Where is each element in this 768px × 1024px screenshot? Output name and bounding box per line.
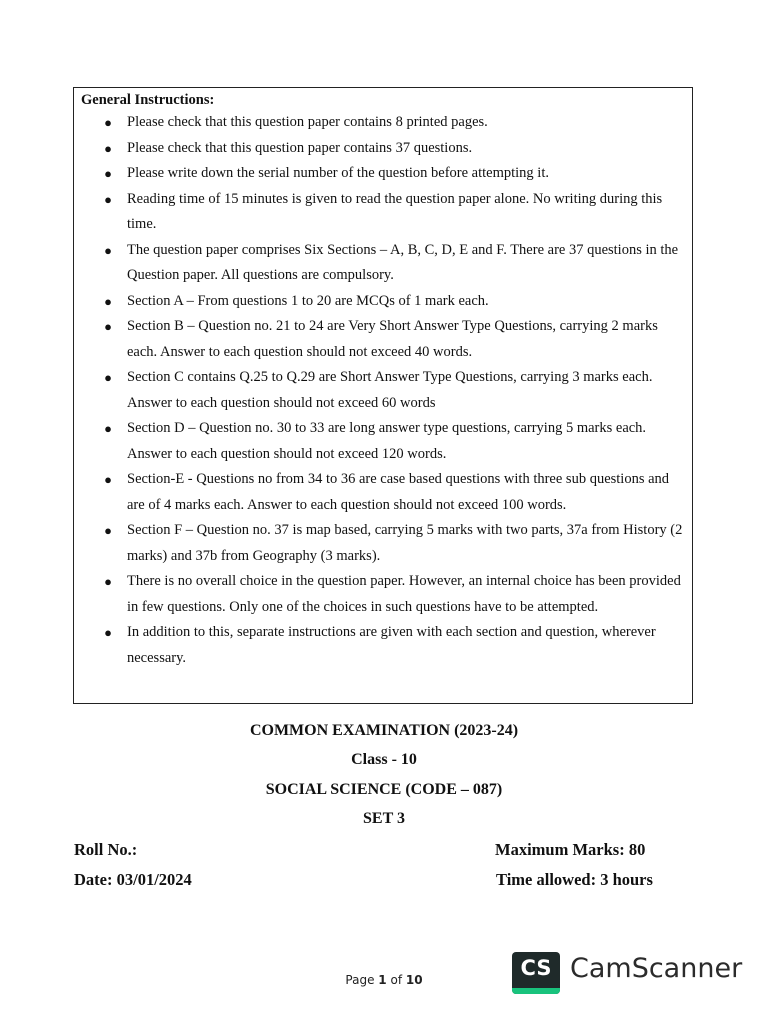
page-word: Page: [345, 973, 375, 987]
bullet-icon: ●: [104, 421, 112, 436]
bullet-icon: ●: [104, 140, 112, 156]
instruction-text: Please check that this question paper contains 37 questions.: [127, 139, 473, 156]
roll-no-label: Roll No.:: [74, 840, 138, 859]
instruction-item: [81, 238, 684, 289]
max-marks: Maximum Marks: 80: [495, 840, 646, 859]
instruction-item: [81, 187, 684, 238]
subject-title: SOCIAL SCIENCE (CODE – 087): [265, 781, 503, 798]
instruction-item: [81, 518, 684, 569]
instruction-text: Please check that this question paper contains 8 printed pages.: [127, 114, 488, 130]
instruction-item: [81, 620, 684, 671]
instruction-text: The question paper comprises Six Sections – A, B, C, D, E and F. There are 37 questions in the Question paper. All questions are compulsory.: [127, 241, 679, 283]
instruction-text: Section-E - Questions no from 34 to 36 are case based questions with three sub questions and are of 4 marks each. Answer to each question should not exceed 100 words.: [127, 471, 670, 513]
exam-title: COMMON EXAMINATION (2023-24): [249, 722, 519, 739]
time-allowed: Time allowed: 3 hours: [496, 870, 653, 889]
instruction-item: [81, 365, 684, 416]
instruction-text: Section D – Question no. 30 to 33 are long answer type questions, carrying 5 marks each. Answer to each question should not exceed 120 words.: [127, 420, 647, 462]
set-label: SET 3: [363, 810, 405, 827]
bullet-icon: ●: [104, 472, 112, 487]
of-word: of: [390, 973, 403, 987]
instruction-item: [81, 136, 684, 162]
camscanner-logo-bar: [512, 988, 560, 994]
instruction-text: Please write down the serial number of the question before attempting it.: [127, 165, 549, 181]
instruction-item: [81, 416, 684, 467]
bullet-icon: ●: [104, 191, 112, 207]
instruction-text: Reading time of 15 minutes is given to read the question paper alone. No writing during this time.: [127, 190, 663, 232]
bullet-icon: ●: [104, 523, 112, 538]
instruction-text: In addition to this, separate instructions are given with each section and question, wherever necessary.: [127, 624, 656, 666]
bullet-icon: ●: [104, 319, 112, 334]
instruction-item: [81, 289, 684, 315]
instruction-text: Section F – Question no. 37 is map based, carrying 5 marks with two parts, 37a from History (2 marks) and 37b from Geography (3 marks).: [127, 522, 683, 564]
camscanner-logo-icon: [512, 952, 560, 994]
camscanner-logo-text: CS: [520, 956, 552, 980]
general-instructions-box: [73, 87, 693, 704]
instruction-text: Section C contains Q.25 to Q.29 are Short Answer Type Questions, carrying 3 marks each. Answer to each question should not exceed 60 words: [127, 369, 653, 411]
instructions-title: General Instructions:: [81, 92, 215, 108]
bullet-icon: ●: [104, 115, 112, 130]
bullet-icon: ●: [104, 574, 112, 589]
instruction-item: [81, 110, 684, 136]
instruction-text: Section A – From questions 1 to 20 are MCQs of 1 mark each.: [127, 292, 489, 309]
camscanner-brand: CamScanner: [570, 953, 743, 984]
bullet-icon: ●: [104, 370, 112, 385]
bullet-icon: ●: [104, 166, 112, 181]
bullet-icon: ●: [104, 625, 112, 640]
exam-date: Date: 03/01/2024: [74, 870, 192, 889]
class-label: Class - 10: [351, 751, 417, 768]
instructions-list: [81, 110, 684, 671]
page-total: 10: [405, 973, 423, 987]
page-current: 1: [378, 973, 387, 987]
instruction-item: [81, 161, 684, 187]
instruction-item: [81, 569, 684, 620]
instruction-text: Section B – Question no. 21 to 24 are Very Short Answer Type Questions, carrying 2 marks each. Answer to each question should not exceed 40 words.: [127, 318, 658, 360]
instruction-text: There is no overall choice in the question paper. However, an internal choice has been provided in few questions. Only one of the choices in such questions have to be attempted.: [127, 573, 681, 615]
bullet-icon: ●: [104, 242, 112, 258]
instruction-item: [81, 467, 684, 518]
instruction-item: [81, 314, 684, 365]
bullet-icon: ●: [104, 293, 112, 309]
